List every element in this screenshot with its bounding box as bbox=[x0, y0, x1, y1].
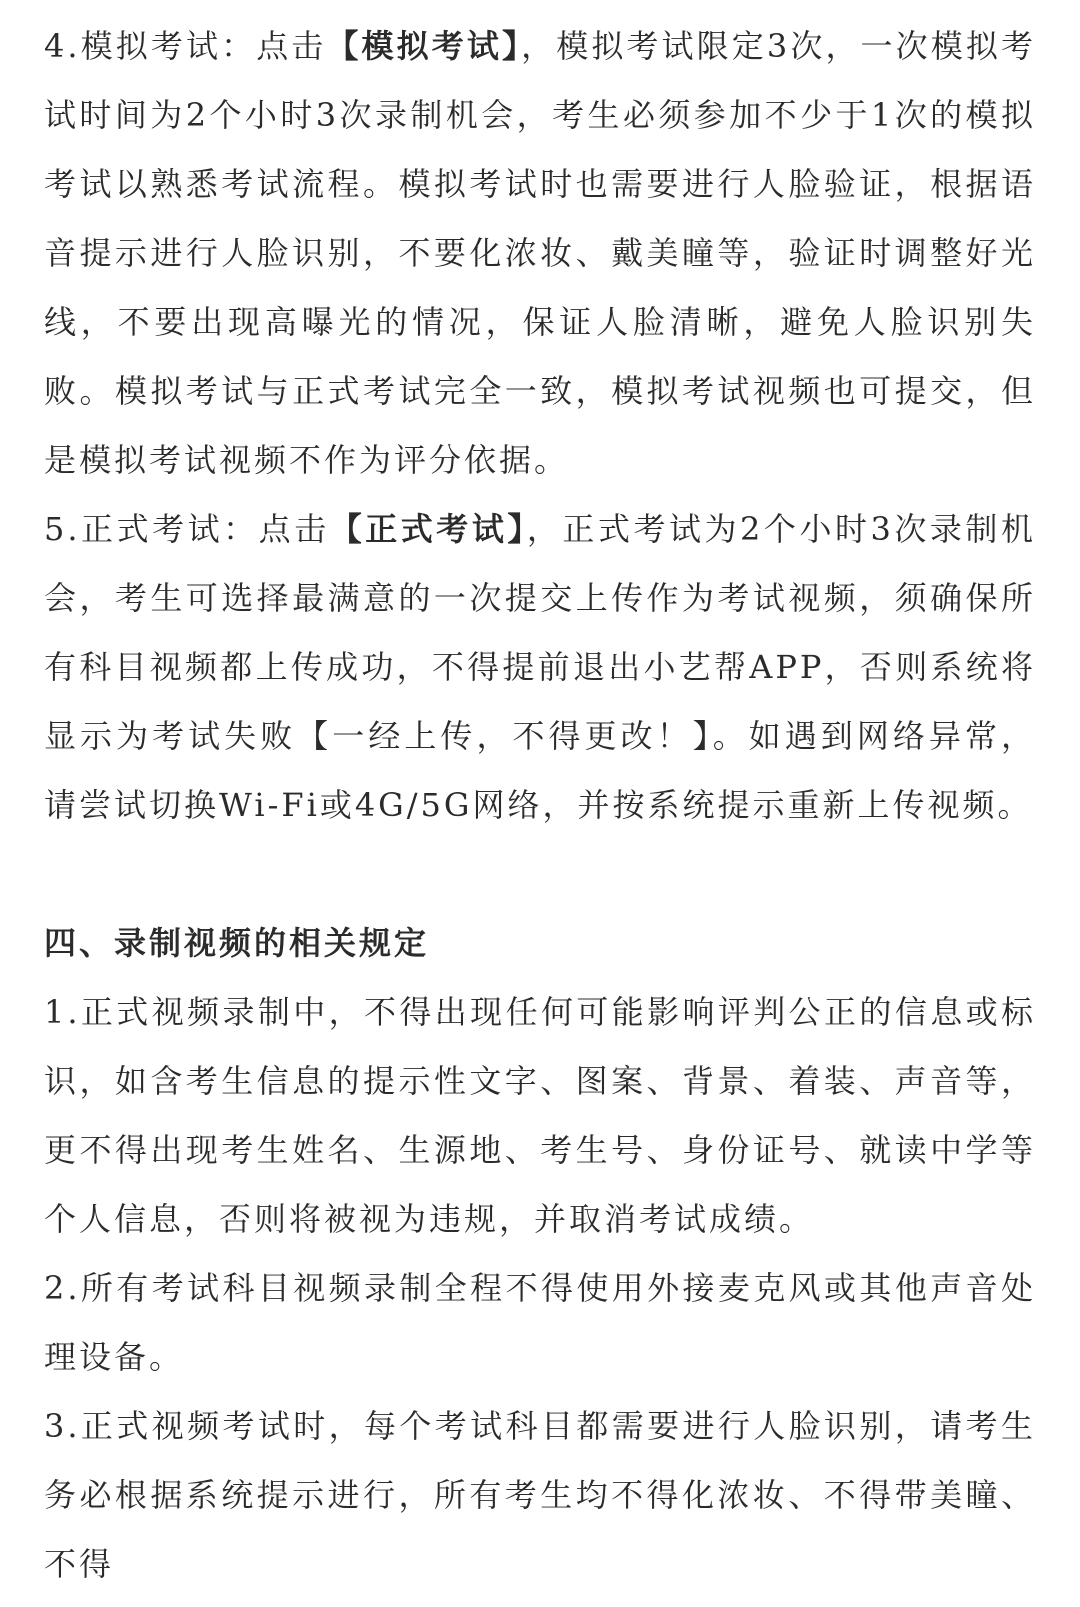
rule-1: 1.正式视频录制中，不得出现任何可能影响评判公正的信息或标识，如含考生信息的提示性文字、图案、背景、着装、声音等，更不得出现考生姓名、生源地、考生号、身份证号、就读中学等个人信息，否则将被视为违规，并取消考试成绩。 bbox=[44, 993, 1036, 1238]
section-spacer bbox=[44, 840, 1036, 909]
section-heading-recording-rules: 四、录制视频的相关规定 bbox=[44, 924, 430, 962]
formal-exam-button-label: 【正式考试】 bbox=[329, 510, 527, 548]
paragraph-mock-exam bbox=[44, 12, 1036, 495]
mock-exam-prefix: 4.模拟考试：点击 bbox=[44, 27, 327, 65]
rule-2: 2.所有考试科目视频录制全程不得使用外接麦克风或其他声音处理设备。 bbox=[44, 1269, 1036, 1376]
mock-exam-button-label: 【模拟考试】 bbox=[326, 27, 522, 65]
formal-exam-text: ，正式考试为2个小时3次录制机会，考生可选择最满意的一次提交上传作为考试视频，须确保所有科目视频都上传成功，不得提前退出小艺帮APP，否则系统将显示为考试失败【一经上传，不得更改！】。如遇到网络异常，请尝试切换Wi-Fi或4G/5G网络，并按系统提示重新上传视频。 bbox=[44, 510, 1036, 824]
rule-3: 3.正式视频考试时，每个考试科目都需要进行人脸识别，请考生务必根据系统提示进行，所有考生均不得化浓妆、不得带美瞳、不得 bbox=[44, 1407, 1036, 1583]
paragraph-formal-exam bbox=[44, 495, 1036, 840]
mock-exam-text: ，模拟考试限定3次，一次模拟考试时间为2个小时3次录制机会，考生必须参加不少于1次的模拟考试以熟悉考试流程。模拟考试时也需要进行人脸验证，根据语音提示进行人脸识别，不要化浓妆、戴美瞳等，验证时调整好光线，不要出现高曝光的情况，保证人脸清晰，避免人脸识别失败。模拟考试与正式考试完全一致，模拟考试视频也可提交，但是模拟考试视频不作为评分依据。 bbox=[44, 27, 1036, 479]
formal-exam-prefix: 5.正式考试：点击 bbox=[44, 510, 330, 548]
